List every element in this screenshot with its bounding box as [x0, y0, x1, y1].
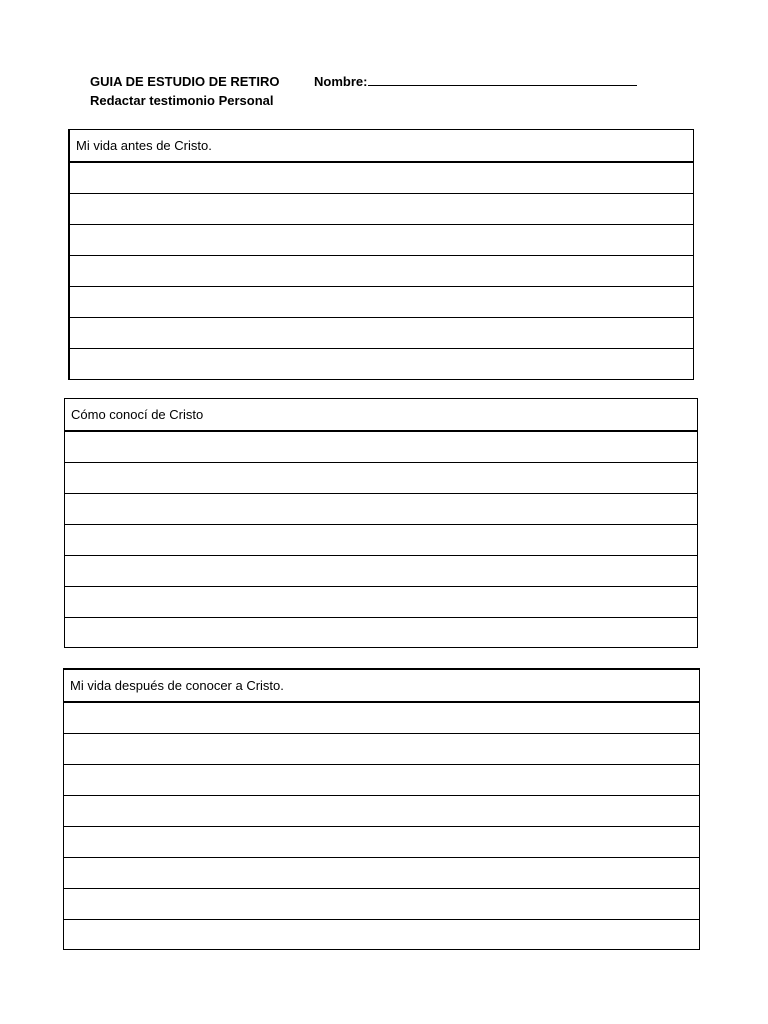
section-how-i-met-christ [64, 398, 698, 648]
answer-line[interactable] [64, 920, 699, 951]
answer-line[interactable] [64, 734, 699, 765]
answer-line[interactable] [65, 618, 697, 649]
answer-line[interactable] [70, 287, 693, 318]
answer-line[interactable] [64, 858, 699, 889]
answer-line[interactable] [70, 194, 693, 225]
name-label: Nombre: [314, 74, 368, 89]
answer-line[interactable] [70, 256, 693, 287]
answer-line[interactable] [70, 163, 693, 194]
answer-line[interactable] [65, 432, 697, 463]
answer-line[interactable] [64, 796, 699, 827]
answer-line[interactable] [64, 703, 699, 734]
answer-line[interactable] [64, 765, 699, 796]
document-subtitle: Redactar testimonio Personal [90, 93, 274, 108]
answer-line[interactable] [70, 225, 693, 256]
header-row [90, 72, 637, 91]
writing-lines [65, 432, 697, 649]
answer-line[interactable] [64, 889, 699, 920]
answer-line[interactable] [64, 827, 699, 858]
section-heading: Cómo conocí de Cristo [65, 399, 697, 432]
answer-line[interactable] [65, 463, 697, 494]
answer-line[interactable] [65, 525, 697, 556]
answer-line[interactable] [65, 587, 697, 618]
answer-line[interactable] [65, 556, 697, 587]
answer-line[interactable] [70, 318, 693, 349]
answer-line[interactable] [70, 349, 693, 380]
document-title: GUIA DE ESTUDIO DE RETIRO [90, 74, 280, 89]
document-header [90, 72, 637, 110]
section-life-after-christ [63, 668, 700, 950]
writing-lines [70, 163, 693, 380]
writing-lines [64, 703, 699, 951]
section-heading: Mi vida antes de Cristo. [70, 130, 693, 163]
section-life-before-christ [68, 129, 694, 380]
name-field[interactable] [368, 73, 637, 86]
section-heading: Mi vida después de conocer a Cristo. [64, 670, 699, 703]
answer-line[interactable] [65, 494, 697, 525]
